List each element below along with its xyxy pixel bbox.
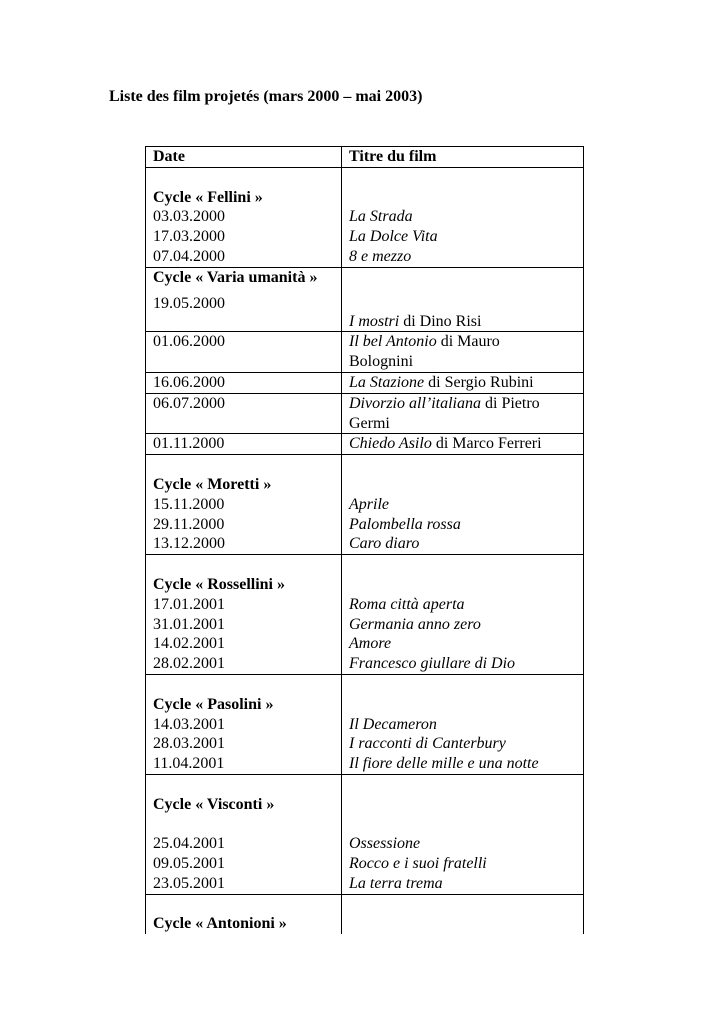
table-row bbox=[146, 555, 584, 675]
cycle-title: Cycle « Pasolini » bbox=[153, 695, 274, 713]
film-title: Divorzio all’italiana di Pietro bbox=[349, 394, 540, 412]
cycle-title: Cycle « Fellini » bbox=[153, 188, 263, 206]
date: 17.03.2000 bbox=[153, 228, 225, 246]
film-title: Il Decameron bbox=[349, 715, 437, 733]
film-title: Francesco giullare di Dio bbox=[349, 655, 516, 673]
film-title: Rocco e i suoi fratelli bbox=[349, 855, 487, 873]
header-film: Titre du film bbox=[342, 147, 584, 168]
date: 31.01.2001 bbox=[153, 615, 225, 633]
film-title: La Strada bbox=[349, 208, 413, 226]
date: 11.04.2001 bbox=[153, 755, 225, 773]
date: 17.01.2001 bbox=[153, 595, 225, 613]
film-title: La terra trema bbox=[349, 874, 443, 892]
date: 06.07.2000 bbox=[153, 394, 225, 412]
table-row bbox=[146, 434, 584, 455]
date: 07.04.2000 bbox=[153, 247, 225, 265]
cycle-fellini-films bbox=[342, 167, 584, 267]
date: 01.06.2000 bbox=[153, 333, 225, 351]
table-row bbox=[146, 167, 584, 267]
film-title: Germania anno zero bbox=[349, 615, 481, 633]
film-title: La Stazione di Sergio Rubini bbox=[349, 373, 534, 391]
film-title: Ossessione bbox=[349, 835, 421, 853]
cycle-title: Cycle « Rossellini » bbox=[153, 575, 285, 593]
film-title: 8 e mezzo bbox=[349, 247, 412, 265]
table-row: 06.07.2000 Divorzio all’italiana di Pietro Germi bbox=[146, 393, 584, 434]
date: 25.04.2001 bbox=[153, 835, 225, 853]
film-table bbox=[145, 146, 583, 933]
date: 16.06.2000 bbox=[153, 373, 225, 391]
film-title: Aprile bbox=[349, 495, 389, 513]
film-title: I racconti di Canterbury bbox=[349, 735, 506, 753]
film-title: Chiedo Asilo di Marco Ferreri bbox=[349, 435, 542, 453]
date: 09.05.2001 bbox=[153, 855, 225, 873]
film-title: Roma città aperta bbox=[349, 595, 465, 613]
table-row bbox=[146, 894, 584, 934]
film-title: Caro diaro bbox=[349, 535, 420, 553]
cycle-title: Cycle « Visconti » bbox=[153, 795, 275, 813]
table-row bbox=[146, 674, 584, 774]
film-title: La Dolce Vita bbox=[349, 228, 438, 246]
cycle-title: Cycle « Varia umanità » bbox=[153, 268, 318, 286]
date: 28.02.2001 bbox=[153, 655, 225, 673]
date: 29.11.2000 bbox=[153, 515, 225, 533]
cycle-title: Cycle « Moretti » bbox=[153, 475, 272, 493]
cycle-title: Cycle « Antonioni » bbox=[153, 915, 287, 933]
header-date: Date bbox=[146, 147, 342, 168]
film-title: Il bel Antonio di Mauro bbox=[349, 333, 500, 351]
date: 14.02.2001 bbox=[153, 635, 225, 653]
table-row bbox=[146, 774, 584, 894]
date: 13.12.2000 bbox=[153, 535, 225, 553]
cycle-fellini-dates bbox=[146, 167, 342, 267]
page-title: Liste des film projetés (mars 2000 – mai 2003) bbox=[109, 88, 423, 105]
film-title: Il fiore delle mille e una notte bbox=[349, 755, 539, 773]
table-header-row bbox=[146, 147, 584, 168]
date: 28.03.2001 bbox=[153, 735, 225, 753]
date: 01.11.2000 bbox=[153, 435, 225, 453]
date: 19.05.2000 bbox=[153, 294, 225, 312]
film-title: Amore bbox=[349, 635, 392, 653]
date: 14.03.2001 bbox=[153, 715, 225, 733]
table-row: 01.06.2000 Il bel Antonio di Mauro Bolognini bbox=[146, 332, 584, 373]
date: 03.03.2000 bbox=[153, 208, 225, 226]
film-title: Palombella rossa bbox=[349, 515, 461, 533]
date: 23.05.2001 bbox=[153, 874, 225, 892]
table-row bbox=[146, 455, 584, 555]
date: 15.11.2000 bbox=[153, 495, 225, 513]
table-row bbox=[146, 267, 584, 332]
film-title: I mostri di Dino Risi bbox=[349, 312, 482, 330]
table-row bbox=[146, 372, 584, 393]
